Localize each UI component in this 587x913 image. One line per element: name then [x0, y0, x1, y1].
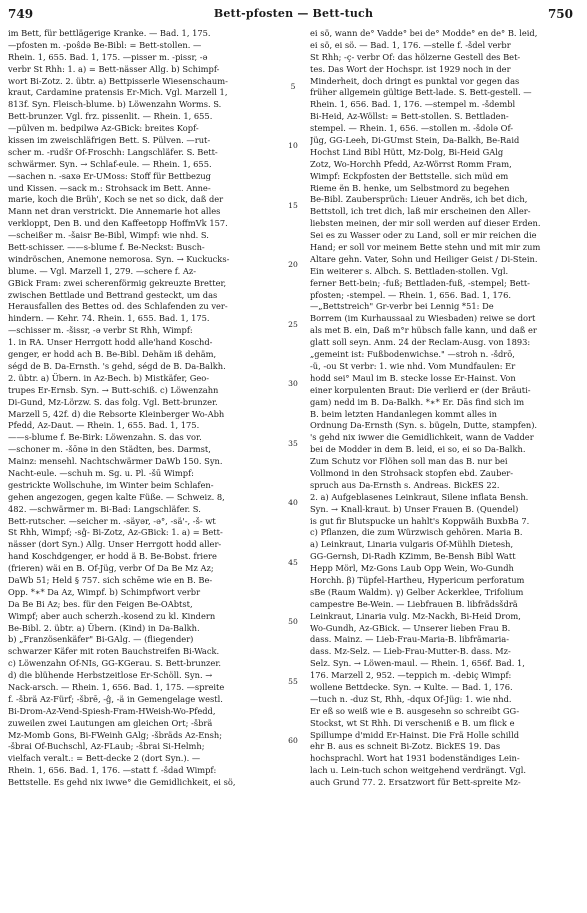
page-number-right: 750 [547, 7, 573, 21]
text-line: Selz. Syn. → Löwen-maul. — Rhein. 1, 656f. Bad. 1, [310, 658, 525, 669]
text-line: 813f. Syn. Fleisch-blume. b) Löwenzahn Worms. S. [8, 99, 222, 110]
text-line: nässer (dort Syn.) Allg. Unser Herrgott hodd aller- [8, 539, 222, 550]
line-number: 35 [288, 438, 298, 448]
running-title: Bett-pfosten — Bett-tuch [213, 7, 374, 20]
text-line: ei sö, wann de° Vadde° bei de° Modde° en de° B. leid, [310, 28, 538, 38]
text-line: is gut fir Blutspucke un hahlt's Koppwäih BuxbBa 7. [310, 515, 530, 526]
text-line: Be-Bibl. Zaubersprüch: Lieuer Andrës, ich bet dich, [310, 194, 528, 205]
line-number: 55 [288, 676, 298, 686]
text-line: Mann net dran verstrickt. Die Annemarie hot alles [8, 206, 221, 217]
text-line: Stockst, wt St Rhh. Di verscheniß e B. um flick e [310, 717, 515, 728]
text-line: Bi-Drom-Az-Vend-Spiesh-Fram-HWeish-Wo-Pfedd, [8, 705, 216, 716]
text-line: Bett-schisser. ——s-blume f. Be-Neckst: Busch- [8, 242, 205, 253]
text-line: Bett-brunzer. Vgl. frz. pissenlit. — Rhein. 1, 655. [8, 111, 213, 122]
text-line: -šbrai Of-Buchschl, Az-FLaub; -šbrai Si-Helmh; [8, 741, 205, 752]
text-line: marie, koch die Brüh', Koch se net so dick, daß der [8, 194, 224, 205]
text-line: DaWb 51; Held § 757. sich schēme wie en B. Be- [8, 574, 213, 585]
text-line: Marzell 5, 42f. d) die Rebsorte Kleinberger Wo-Abh [8, 408, 225, 419]
text-line: einer korpulenten Braut: Die verlierd er (der Bräuti- [310, 384, 531, 395]
text-line: gestrickte Wollschuhe, im Winter beim Schlafen- [8, 479, 214, 490]
text-line: verkloppt, Den B. und den Kaffeetopp HoffmVk 157. [8, 218, 228, 229]
text-line: tes. Das Wort der Hochspr. ist 1929 noch in der [310, 63, 511, 74]
text-line: Rieme ën B. henke, um Selbstmord zu begehen [310, 182, 510, 193]
text-line: kraut, Cardamine pratensis Er-Mich. Vgl. Marzell 1, [8, 87, 228, 98]
text-line: liebsten meinen, der mir soll werden auf dieser Erden. [310, 218, 541, 229]
text-line: und Kissen. —sack m.: Strohsack im Bett. Anne- [8, 182, 211, 193]
text-line: pfosten; -stempel. — Rhein. 1, 656. Bad. 1, 176. [310, 289, 512, 300]
text-line: Hochst Lind Bibl Hütt, Mz-Dolg, Bi-Heid GAlg [310, 146, 504, 157]
text-line: 2. übtr. a) Übern. in Az-Bech. b) Mistkäfer, Geo- [8, 372, 210, 383]
text-line: Zum Schutz vor Flöhen soll man das B. nur bei [310, 456, 508, 467]
text-line: hochsprachl. Wort hat 1931 bodenständiges Lein- [310, 753, 520, 764]
text-line: zuweilen zwei Lautungen am gleichen Ort; -šbrä [8, 717, 213, 728]
text-line: Wo-Gundh, Az-GBick. — Unserer lieben Frau B. [310, 622, 511, 633]
text-line: B. beim letzten Handanlegen kommt alles in [310, 408, 497, 419]
text-line: GG-Gernsh, Di-Radh KZimm, Be-Bensh Bibl Watt [310, 551, 516, 562]
text-line: Herausfallen des Bettes od. des Schlafenden zu ver- [8, 301, 228, 312]
text-line: Leinkraut, Linaria vulg. Mz-Nackh, Bi-Heid Drom, [310, 610, 521, 621]
text-line: 1. in RA. Unser Herrgott hodd alle'hand Koschd- [8, 337, 213, 348]
text-line: dass. Mz-Selz. — Lieb-Frau-Mutter-B. dass. Mz- [310, 646, 511, 657]
text-line: ei sö, ei sö. — Bad. 1, 176. —stelle f. -šdel verbr [310, 39, 511, 50]
text-line: 176. Marzell 2, 952. —teppich m. -debiç Wimpf: [310, 670, 512, 681]
page-header [0, 7, 587, 23]
text-line: wollene Bettdecke. Syn. → Kulte. — Bad. 1, 176. [310, 681, 513, 692]
line-number: 10 [288, 141, 298, 151]
text-line: Hand; er soll vor meinem Bette stehn und mit mir zum [310, 242, 541, 253]
text-line: Be-Bibl. 2. übtr. a) Übern. (Kind) in Da-Balkh. [8, 622, 200, 633]
text-line: —„Bettstreich" Gr-verbr bei Lennig *51: De [310, 301, 494, 312]
text-line: Syn. → Knall-kraut. b) Unser Frauen B. (Quendel) [310, 503, 519, 514]
text-line: 2. a) Aufgeblasenes Leinkraut, Silene inflata Bensh. [310, 491, 529, 502]
text-line: Horchh. β) Tüpfel-Hartheu, Hypericum perforatum [310, 574, 525, 585]
text-line: schwarzer Käfer mit roten Bauchstreifen Bi-Wack. [8, 646, 220, 657]
line-number: 15 [288, 200, 298, 210]
text-line: ferner Bett-bein; -fuß; Bettladen-fuß, -stempel; Bett- [310, 277, 530, 288]
text-line: Pfedd, Az-Daut. — Rhein. 1, 655. Bad. 1, 175. [8, 420, 200, 431]
text-line: —tuch n. -duz St, Rhh, -dqux Of-Jüg: 1. wie nhd. [310, 693, 512, 704]
text-line: Mainz: mensehl. Nachtschwärmer DaWb 150. Syn. [8, 456, 223, 467]
text-line: 's gehd nix iwwer die Gemidlichkeit, wann de Vadder [310, 432, 534, 443]
line-number: 20 [288, 260, 298, 270]
text-line: St Rhh, Wimpf; -sĝ- Bi-Zotz, Az-GBick: 1. a) = Bett- [8, 527, 223, 538]
text-line: stempel. — Rhein. 1, 656. —stollen m. -šdolə Of- [310, 123, 514, 134]
text-line: ségd de B. Da-Ernsth. 's gehd, ségd de B. Da-Balkh. [8, 360, 226, 371]
text-line: Zotz, Wo-Horchh Pfedd, Az-Wörrst Romm Fram, [310, 158, 512, 169]
text-line: trupes Er-Ernsb. Syn. → Butt-schiß. c) Löwenzahn [8, 384, 219, 395]
text-line: Opp. *∗* Da Az, Wimpf. b) Schimpfwort verbr [8, 586, 201, 597]
text-line: Minderheit, doch dringt es punktal vor gegen das [310, 75, 520, 86]
text-line: Spillumpe d'midd Er-Hainst. Die Frä Holle schilld [310, 729, 520, 740]
text-line: GBick Fram: zwei scherenförmig gekreuzte Bretter, [8, 277, 227, 288]
text-line: Mz-Momb Gons, Bi-FWeinh GAlg; -šbräds Az-Ensh; [8, 729, 222, 740]
text-line: Bettstelle. Es gehd nix iwwe° die Gemidlichkeit, ei sö, [8, 777, 236, 788]
text-line: Nack-arsch. — Rhein. 1, 656. Bad. 1, 175. —spreite [8, 681, 225, 692]
text-line: campestre Be-Wein. — Liebfrauen B. libfrädsšdrä [310, 598, 518, 609]
text-line: zwischen Bettlade und Bettrand gesteckt, um das [8, 289, 218, 300]
text-line: f. -šbrä Az-Fürf; -šbrē, -ĝ, -ä in Gemengelage westl. [8, 693, 223, 704]
text-line: c) Pflanzen, die zum Würzwisch gehören. Maria B. [310, 527, 523, 538]
text-line: kissen im zweischläfrigen Bett. S. Pülven. —rut- [8, 135, 211, 146]
text-line: gehen angezogen, gegen kalte Füße. — Schweiz. 8, [8, 491, 225, 502]
line-number: 30 [288, 379, 298, 389]
text-line: Bi-Heid, Az-Wöllst: = Bett-stollen. S. Bettladen- [310, 111, 509, 122]
text-line: b) „Französenkäfer" Bi-GAlg. — (fliegender) [8, 634, 194, 645]
text-line: Rhein. 1, 656. Bad. 1, 176. —stempel m. -šdembl [310, 99, 516, 110]
text-line: ——s-blume f. Be-Birk: Löwenzahn. S. das vor. [8, 432, 202, 443]
text-line: spruch aus Da-Ernsth s. Andreas. BickES 22. [310, 479, 500, 490]
text-line: Da Be Bi Az; bes. für den Feigen Be-OAbtst, [8, 598, 193, 609]
left-column [8, 28, 276, 789]
text-line: d) die blühende Herbstzeitlose Er-Schöll. Syn. → [8, 670, 213, 681]
line-number: 60 [288, 736, 298, 746]
text-line: Hepp Mörl, Mz-Gons Laub Opp Wein, Wo-Gundh [310, 563, 514, 574]
text-line: vielfach veralt.: = Bett-decke 2 (dort Syn.). — [8, 753, 201, 764]
text-line: Wimpf: Eckpfosten der Bettstelle. sich müd em [310, 170, 509, 181]
text-line: glatt soll seyn. Anm. 24 der Reclam-Ausg. von 1893: [310, 337, 531, 348]
text-line: Bettstoll, ich tret dich, laß mir erscheinen den Aller- [310, 206, 531, 217]
text-line: hodd sei° Maul im B. stecke losse Er-Hainst. Von [310, 372, 516, 383]
text-line: als met B. ein, Daß m°r hübsch falle kann, und daß er [310, 325, 537, 336]
text-line: blume. — Vgl. Marzell 1, 279. —schere f. Az- [8, 265, 197, 276]
text-line: —pülven m. bedpilwə Az-GBick: breites Kopf- [8, 123, 199, 134]
text-line: —schisser m. -šissr, -ə verbr St Rhh, Wimpf: [8, 325, 193, 336]
text-line: Jüg, GG-Leeh, Di-GUmst Stein, Da-Balkh, Be-Raid [310, 135, 520, 146]
text-line: (frieren) wäi en B. Of-Jüg, verbr Of Da Be Mz Az; [8, 563, 214, 574]
line-number: 45 [288, 557, 298, 567]
text-line: —schoner m. -šōnə in den Städten, bes. Darmst, [8, 444, 211, 455]
text-line: Wimpf; aber auch scherzh.-kosend zu kl. Kindern [8, 610, 216, 621]
line-number: 50 [288, 617, 298, 627]
text-line: lach u. Lein-tuch schon weitgehend verdrängt. Vgl. [310, 765, 527, 776]
text-line: Vollmond in den Strohsack stopfen ebd. Zauber- [310, 467, 514, 478]
text-line: c) Löwenzahn Of-NIs, GG-KGerau. S. Bett-brunzer. [8, 658, 222, 669]
text-line: bei de Modder in dem B. leid, ei so, ei so Da-Balkh. [310, 444, 526, 455]
text-line: Nacht-eule. —schuh m. Sg. u. Pl. -šū Wimpf: [8, 467, 194, 478]
text-line: Ordnung Da-Ernsth (Syn. s. bügeln, Dutte, stampfen). [310, 420, 538, 431]
right-column [310, 28, 580, 789]
text-line: gam) nedd im B. Da-Balkh. *∗* Er. Dās find sich im [310, 396, 525, 407]
text-line: Ein weiterer s. Albch. S. Bettladen-stollen. Vgl. [310, 265, 509, 276]
text-line: 482. —schwärmer m. Bi-Bad: Langschläfer. S. [8, 503, 201, 514]
line-number: 25 [288, 319, 298, 329]
page-number-left: 749 [8, 7, 34, 21]
text-line: St Rhh; -ç- verbr Of: das hölzerne Gestell des Bet- [310, 51, 521, 62]
text-line: schwärmer. Syn. → Schlaf-eule. — Rhein. 1, 655. [8, 158, 212, 169]
line-number: 40 [288, 498, 298, 508]
text-line: hand Koschdgenger, er hodd ä B. Be-Bobst. friere [8, 551, 217, 562]
text-line: Borrem (im Kurhaussaal zu Wiesbaden) reiwe se dort [310, 313, 536, 324]
text-line: früher allgemein gültige Bett-lade. S. Bett-gestell. — [310, 87, 532, 98]
text-line: —pfosten m. -poŝdə Be-Bibl: = Bett-stollen. — [8, 39, 202, 50]
text-line: hindern. — Kehr. 74. Rhein. 1, 655. Bad. 1, 175. [8, 313, 210, 324]
text-line: a) Leinkraut, Linaria vulgaris Of-Mühlh Dietesh, [310, 539, 514, 550]
text-line: Rhein. 1, 656. Bad. 1, 176. —statt f. -šdad Wimpf: [8, 765, 217, 776]
text-line: —scheißer m. -šaisr Be-Bibl, Wimpf: wie nhd. S. [8, 230, 209, 241]
text-line: Er eß so weiß wie e B. ausgesehn so schreibt GG- [310, 705, 520, 716]
text-line: -ü, -ou St verbr: 1. wie nhd. Vom Mundfaulen: Er [310, 360, 516, 371]
text-line: wort Bi-Zotz. 2. übtr. a) Bettpisserle Wiesenschaum- [8, 75, 228, 86]
text-line: Di-Gund, Mz-Lörzw. S. das folg. Vgl. Bett-brunzer. [8, 396, 218, 407]
text-line: dass. Mainz. — Lieb-Frau-Maria-B. libfrämaria- [310, 634, 510, 645]
text-line: Rhein. 1, 655. Bad. 1, 175. —pisser m. -pissr, -ə [8, 51, 208, 62]
text-line: im Bett, für bettlägerige Kranke. — Bad. 1, 175. [8, 28, 211, 38]
text-line: auch Grund 77. 2. Ersatzwort für Bett-spreite Mz- [310, 777, 521, 788]
text-line: —sachen n. -saxə Er-UMoss: Stoff für Bettbezug [8, 170, 211, 181]
text-line: „gemeint ist: Fußbodenwichse." —stroh n. -šdrō, [310, 349, 515, 360]
text-line: Sei es zu Wasser oder zu Land, soll er mir reichen die [310, 230, 537, 241]
text-line: Bett-rutscher. —seicher m. -säyər, -ə°, -sä'-, -š- wt [8, 515, 216, 526]
text-line: verbr St Rhh: 1. a) = Bett-nässer Allg. b) Schimpf- [8, 63, 220, 74]
text-line: scher m. -rudšr Of-Froschh: Langschläfer. S. Bett- [8, 146, 218, 157]
text-line: genger, er hodd ach B. Be-Bibl. Dehäm iß dehäm, [8, 349, 217, 360]
text-line: Altare gehn. Vater, Sohn und Heiliger Geist / Di-Stein. [310, 253, 538, 264]
text-line: windröschen, Anemone nemorosa. Syn. → Kuckucks- [8, 253, 230, 264]
text-line: ehr B. aus es schneit Bi-Zotz. BickES 19. Das [310, 741, 501, 752]
text-line: sBe (Raum Waldm). γ) Gelber Ackerklee, Trifolium [310, 586, 524, 597]
line-number: 5 [290, 81, 296, 91]
